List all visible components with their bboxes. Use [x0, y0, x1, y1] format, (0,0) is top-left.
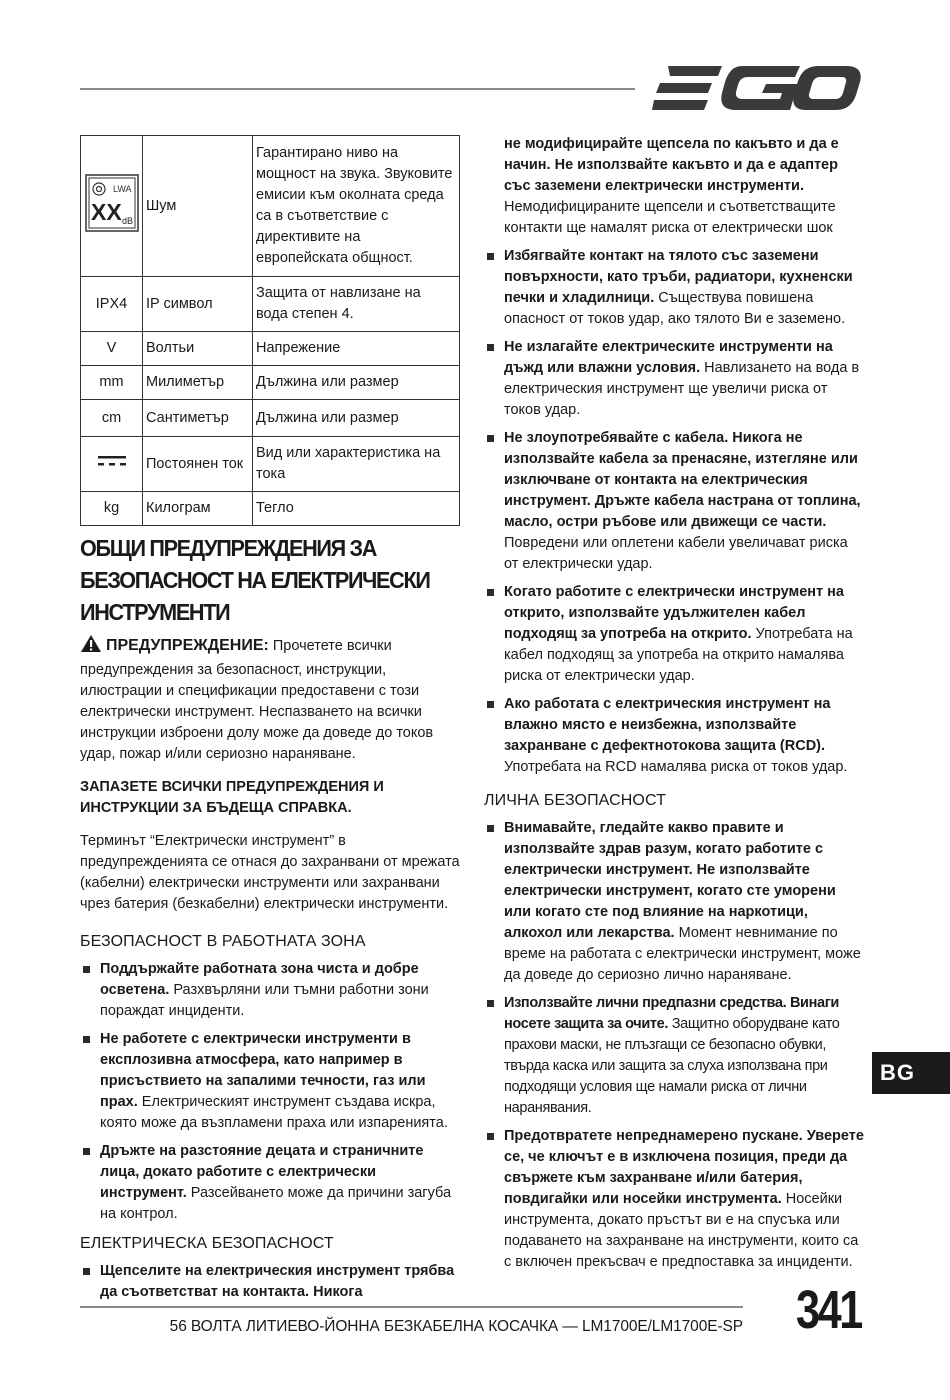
item-bold: Щепселите на електрическия инструмент трябва да съответстват на контакта. Никога: [100, 1263, 455, 1300]
item-text: Момент невнимание по време на работата с електрически инструмент, може да доведе до сериозно лично нараняване.: [504, 925, 861, 983]
bullet-icon: [487, 825, 494, 832]
symbol-name: Сантиметър: [143, 400, 253, 437]
warning-paragraph: [80, 634, 462, 765]
item-bold: не модифицирайте щепсела по какъвто и да е начин. Не използвайте какъвто и да е адаптер със заземени електрически инструменти.: [504, 136, 839, 194]
bullet-icon: [487, 344, 494, 351]
right-column: [484, 134, 866, 1280]
item-text: Повредени или оплетени кабели увеличават риска от електрически удар.: [504, 535, 848, 572]
page-number: 341: [796, 1280, 861, 1340]
bullet-icon: [83, 1036, 90, 1043]
list-item: [484, 818, 866, 986]
symbol-text: V: [81, 332, 143, 366]
symbol-text: cm: [81, 400, 143, 437]
bullet-icon: [83, 966, 90, 973]
table-row: [81, 332, 460, 366]
item-text: Употребата на RCD намалява риска от токов удар.: [504, 759, 848, 775]
footer-title: 56 ВОЛТА ЛИТИЕВО-ЙОННА БЕЗКАБЕЛНА КОСАЧКА — LM1700E/LM1700E-SP: [169, 1318, 743, 1335]
item-text: Защитно оборудване като прахови маски, не плъзгащи се безопасно обувки, твърда каска или защита за слуха използвана при подходящи условия ще намали риска от лични наранявания.: [504, 1016, 840, 1116]
symbol-meaning: Защита от навлизане на вода степен 4.: [253, 277, 460, 332]
item-text: Разхвърляни или тъмни работни зони пораждат инциденти.: [100, 982, 429, 1019]
table-row: [81, 366, 460, 400]
table-row: [81, 136, 460, 277]
list-item: [80, 1029, 462, 1134]
symbol-meaning: Дължина или размер: [253, 400, 460, 437]
item-text: Разсейването може да причини загуба на контрол.: [100, 1185, 452, 1222]
table-row: [81, 277, 460, 332]
warning-triangle-icon: [80, 634, 102, 660]
electrical-list-continued: [484, 246, 866, 778]
bullet-icon: [487, 1000, 494, 1007]
list-item: [484, 337, 866, 421]
list-item: [80, 1261, 462, 1303]
list-item: [484, 246, 866, 330]
symbol-name: Постоянен ток: [143, 437, 253, 492]
bullet-icon: [83, 1148, 90, 1155]
bullet-icon: [487, 701, 494, 708]
list-item-continuation: [484, 134, 866, 239]
item-text: Електрическият инструмент създава искра, която може да възпламени праха или изпаренията.: [100, 1094, 448, 1131]
item-text: Носейки инструмента, докато пръстът ви е на спусъка или подаването на захранване на инструменти, които са с включен прекъсвач е предпоставка за инциденти.: [504, 1191, 859, 1270]
sound-power-icon: [81, 136, 143, 277]
item-bold: Внимавайте, гледайте какво правите и използвайте здрав разум, когато работите с електрически инструмент. Не използвайте електрически инструмент, когато сте уморени или когато сте под влияние на наркотици, алкохол или лекарства.: [504, 820, 836, 941]
list-item: [484, 993, 866, 1119]
symbol-meaning: Напрежение: [253, 332, 460, 366]
item-text: Немодифицираните щепсели и съответстващите контакти ще намалят риска от електрически шок: [504, 199, 836, 236]
symbol-meaning: Дължина или размер: [253, 366, 460, 400]
item-bold: Дръжте на разстояние децата и страничните лица, докато работите с електрически инструмент.: [100, 1143, 424, 1201]
symbol-name: Волтьи: [143, 332, 253, 366]
symbol-table: [80, 135, 460, 526]
header-rule: [80, 88, 635, 90]
item-bold: Използвайте лични предпазни средства. Винаги носете защита за очите.: [504, 995, 840, 1032]
warning-label: ПРЕДУПРЕЖДЕНИЕ:: [106, 637, 269, 654]
personal-list: [484, 818, 866, 1273]
work-area-list: [80, 959, 462, 1225]
symbol-name: Шум: [143, 136, 253, 277]
item-text: Навлизането на вода в електрическия инструмент ще увеличи риска от токов удар.: [504, 360, 860, 418]
item-bold: Не злоупотребявайте с кабела. Никога не използвайте кабела за пренасяне, изтегляне или изключване от контакта на електрическия инструмент. Дръжте кабела настрана от топлина, масло, остри ръбове или движещи се части.: [504, 430, 861, 530]
table-row: [81, 437, 460, 492]
list-item: [484, 428, 866, 575]
item-bold: Избягвайте контакт на тялото със заземени повърхности, като тръби, радиатори, кухненски печки и хладилници.: [504, 248, 853, 306]
symbol-name: IP символ: [143, 277, 253, 332]
personal-heading: ЛИЧНА БЕЗОПАСНОСТ: [484, 792, 666, 809]
left-column: [80, 532, 462, 1310]
bullet-icon: [487, 435, 494, 442]
language-tab: BG: [872, 1052, 950, 1094]
table-row: [81, 400, 460, 437]
bullet-icon: [487, 589, 494, 596]
save-note: ЗАПАЗЕТЕ ВСИЧКИ ПРЕДУПРЕЖДЕНИЯ И ИНСТРУКЦИИ ЗА БЪДЕЩА СПРАВКА.: [80, 779, 384, 816]
bullet-icon: [83, 1268, 90, 1275]
list-item: [80, 1141, 462, 1225]
direct-current-icon: [81, 437, 143, 492]
symbol-sub: dB: [121, 215, 133, 226]
item-bold: Не излагайте електрическите инструменти на дъжд или влажни условия.: [504, 339, 833, 376]
electrical-heading: ЕЛЕКТРИЧЕСКА БЕЗОПАСНОСТ: [80, 1235, 334, 1252]
symbol-text: kg: [81, 492, 143, 526]
symbol-top: LWA: [112, 183, 132, 194]
list-item: [484, 694, 866, 778]
item-bold: Когато работите с електрически инструмент на открито, използвайте удължителен кабел подходящ за употреба на открито.: [504, 584, 844, 642]
ego-logo-icon: [650, 62, 862, 114]
item-bold: Ако работата с електрическия инструмент на влажно място е неизбежна, използвайте захранване с дефектнотокова защита (RCD).: [504, 696, 831, 754]
footer-rule: [80, 1306, 743, 1308]
bullet-icon: [487, 1133, 494, 1140]
list-item: [484, 582, 866, 687]
symbol-meaning: Гарантирано ниво на мощност на звука. Звуковите емисии към околната среда са в съответствие с директивите на европейската общност.: [253, 136, 460, 277]
item-bold: Поддържайте работната зона чиста и добре осветена.: [100, 961, 419, 998]
intro-paragraph: Терминът “Електрически инструмент” в предупрежденията се отнася до захранвани от мрежата (кабелни) електрически инструменти или захранвани чрез батерия (безкабелни) електрически инструменти.: [80, 833, 460, 912]
work-area-heading: БЕЗОПАСНОСТ В РАБОТНАТА ЗОНА: [80, 933, 366, 950]
symbol-text: IPX4: [81, 277, 143, 332]
section-title: ОБЩИ ПРЕДУПРЕЖДЕНИЯ ЗА БЕЗОПАСНОСТ НА ЕЛЕКТРИЧЕСКИ ИНСТРУМЕНТИ: [80, 535, 430, 625]
list-item: [80, 959, 462, 1022]
symbol-name: Милиметър: [143, 366, 253, 400]
symbol-meaning: Вид или характеристика на тока: [253, 437, 460, 492]
warning-text: Прочетете всички предупреждения за безопасност, инструкции, илюстрации и спецификации предоставени с този електрически инструмент. Неспазването на всички инструкции изброени долу може да доведе до токов удар, пожар и/или сериозно нараняване.: [80, 638, 434, 762]
symbol-main: XX: [90, 198, 122, 225]
bullet-icon: [487, 253, 494, 260]
item-text: Употребата на кабел подходящ за употреба на открито намалява риска от електрически удар.: [504, 626, 853, 684]
item-bold: Не работете с електрически инструменти в експлозивна атмосфера, като например в присъствието на запалими течности, газ или прах.: [100, 1031, 426, 1110]
table-row: [81, 492, 460, 526]
electrical-list: [80, 1261, 462, 1303]
symbol-name: Килограм: [143, 492, 253, 526]
symbol-text: mm: [81, 366, 143, 400]
item-text: Съществува повишена опасност от токов удар, ако тялото Ви е заземено.: [504, 290, 846, 327]
list-item: [484, 1126, 866, 1273]
symbol-meaning: Тегло: [253, 492, 460, 526]
item-bold: Предотвратете непреднамерено пускане. Уверете се, че ключът е в изключена позиция, преди да свържете към захранване и/или батерия, повдигайки или носейки инструмента.: [504, 1128, 864, 1207]
